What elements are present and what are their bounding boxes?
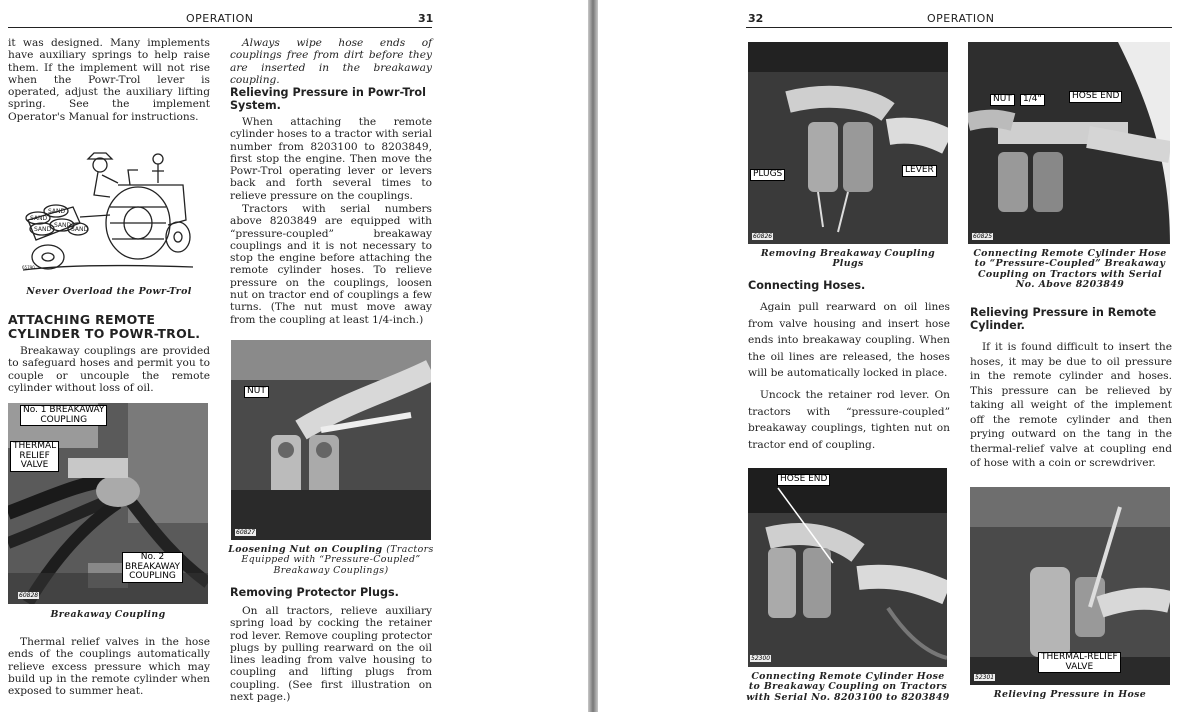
photo-code: 52300 [751,655,771,662]
photo2-caption [228,545,434,576]
attaching-heading-line1: ATTACHING REMOTE [8,312,156,327]
wipe-hose-note: Always wipe hose ends of couplings free from dirt before they are inserted in the breakaway coupling. [230,37,432,86]
photo1-caption: Breakaway Coupling [50,609,166,620]
relieving-cylinder-paragraph: If it is found difficult to insert the hoses, it may be due to oil pressure in the remote cylinder and hoses. This pressure can be relieved by taking all weight of the implement off the remote cylinder and then prying outward on the tang in the thermal-relief valve at coupling end of hose with a coin or screwdriver. [970,341,1172,469]
label-line: BREAKAWAY [125,561,181,572]
page-number: 31 [418,12,434,25]
attaching-heading [8,313,210,340]
photo-shading [748,42,948,244]
running-head: OPERATION [186,12,254,25]
relieving-paragraph-2: Tractors with serial numbers above 8203849 are equipped with “pressure-coupled” breakaway couplings and it is not necessary to stop the engine before attaching the remote cylinder hoses. To relieve pressure on the couplings, loosen nut on tractor end of couplings a few turns. (The nut must move away from the coupling at least 1/4-inch.) [230,203,432,326]
photo4-caption: Connecting Remote Cylinder Hose to “Pressure-Coupled” Breakaway Coupling on Tractors with Serial No. Above 8203849 [973,248,1167,291]
attaching-heading-line2: CYLINDER TO POWR-TROL. [8,325,201,341]
sand-label: SAND [48,208,66,215]
sand-label: SAND [54,222,72,229]
lever-label: LEVER [902,165,937,177]
relieving-heading [230,87,432,112]
connecting-paragraph-1: Again pull rearward on oil lines from valve housing and insert hose ends into breakaway coupling. When the oil lines are released, the hoses will be automatically locked in place. [748,301,950,380]
photo-code: 60825 [973,233,993,240]
photo6-caption: Relieving Pressure in Hose [993,689,1147,700]
plugs-label: PLUGS [750,169,785,181]
photo-shading [968,42,1170,244]
no2-coupling-label [122,552,183,583]
breakaway-coupling-photo [8,403,208,604]
header-rule [8,27,432,28]
overload-cartoon-illustration [18,145,198,275]
book-gutter [588,0,598,712]
illustration-caption: Never Overload the Powr-Trol [26,286,192,297]
no1-coupling-label [20,405,107,426]
label-line: RELIEF [19,450,50,461]
relieving-cylinder-heading-line2: Cylinder. [970,318,1025,332]
connecting-paragraph-2: Uncock the retainer rod lever. On tractors with “pressure-coupled” breakaway couplings, tighten nut on tractor end of coupling. [748,389,950,451]
removing-heading: Removing Protector Plugs. [230,586,399,599]
sand-label: SAND [71,226,89,233]
left-page [0,0,588,712]
relieving-heading-line1: Relieving Pressure in Powr-Trol [230,86,426,99]
connecting-pressure-coupled-photo [968,42,1170,244]
header-rule [746,27,1172,28]
photo-code: 60826 [753,233,773,240]
photo3-caption: Removing Breakaway Coupling Plugs [760,248,936,270]
photo-code: 52301 [975,674,995,681]
nut-label: NUT [990,94,1015,106]
thermal-paragraph: Thermal relief valves in the hose ends of the couplings automatically relieve excess pressure which may build up in the remote cylinder when exposed to summer heat. [8,636,210,698]
photo-shading [748,468,947,667]
relieving-heading-line2: System. [230,98,281,112]
hose-end-label: HOSE END [1069,91,1122,103]
label-line: COUPLING [129,571,176,581]
hose-end-label: HOSE END [777,474,830,486]
label-line: THERMAL-RELIEF [1041,652,1118,662]
label-line: VALVE [20,460,49,470]
label-line: VALVE [1065,661,1094,672]
sand-label: SAND [34,226,52,233]
running-head: OPERATION [927,12,995,25]
label-line: No. 2 [140,552,165,562]
connecting-breakaway-photo [748,468,947,667]
relieving-pressure-hose-photo [970,487,1170,685]
relieving-cylinder-heading-line1: Relieving Pressure in Remote [970,306,1157,319]
illustration-code: 65790 [22,265,35,270]
right-page [598,0,1182,712]
caption-paren: (Tractors Equipped with “Pressure-Coupled” Breakaway Couplings) [241,544,434,576]
thermal-relief-label [10,441,59,472]
photo-code: 60828 [19,592,39,599]
col1-top-paragraph: it was designed. Many implements have auxiliary springs to help raise them. If the implement will not rise when the Powr-Trol lever is operated, adjust the auxiliary lifting spring. See the implement Operator's Manual for instructions. [8,37,210,123]
loosening-nut-photo [231,340,431,540]
nut-label: NUT [244,386,269,398]
label-line: THERMAL [13,441,57,451]
page-number: 32 [748,12,764,25]
relieving-cylinder-heading [970,307,1172,332]
caption-main: Loosening Nut on Coupling [228,544,383,555]
photo-shading [231,340,431,540]
quarter-inch-label: 1/4" [1020,94,1045,106]
label-line: COUPLING [40,414,88,425]
attaching-paragraph: Breakaway couplings are provided to safeguard hoses and permit you to couple or uncouple the remote cylinder without loss of oil. [8,345,210,394]
sand-label: SAND [30,215,48,222]
label-line: No. 1 BREAKAWAY [23,405,105,415]
relieving-paragraph-1: When attaching the remote cylinder hoses to a tractor with serial number from 8203100 to 8203849, first stop the engine. Then move the Powr-Trol operating lever or levers back and forth several times to relieve pressure on the couplings. [230,116,432,202]
thermal-relief-valve-label [1038,652,1121,673]
photo5-caption: Connecting Remote Cylinder Hose to Breakaway Coupling on Tractors with Serial No. 8203100 to 8203849 [746,671,950,703]
connecting-heading: Connecting Hoses. [748,279,866,292]
removing-paragraph: On all tractors, relieve auxiliary spring load by cocking the retainer rod lever. Remove coupling protector plugs by pulling rearward on the oil lines leading from valve housing to coupling and lifting plugs from coupling. (See first illustration on next page.) [230,605,432,704]
photo-code: 60827 [236,529,256,536]
removing-plugs-photo [748,42,948,244]
